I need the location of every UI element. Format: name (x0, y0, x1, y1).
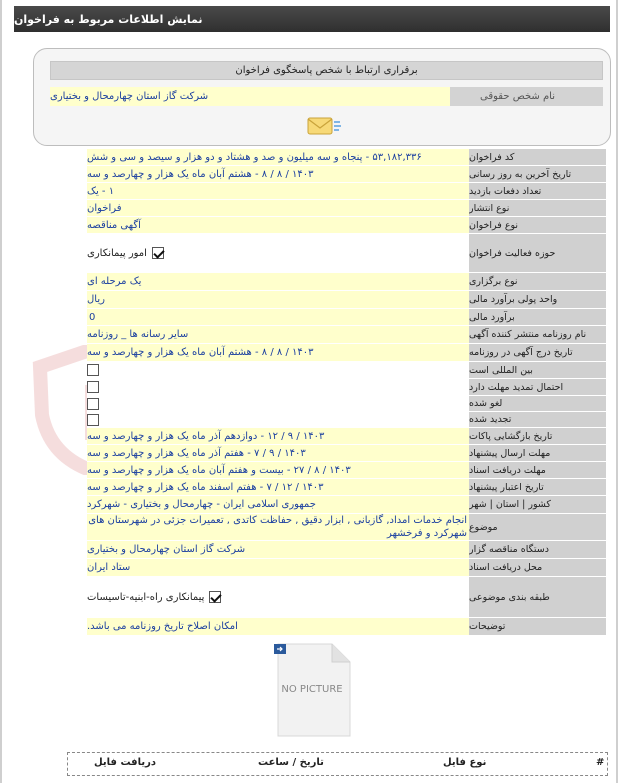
opening-date-value: ۱۴۰۳ / ۹ / ۱۲ - دوازدهم آذر ماه یک هزار و چهارصد و سه (87, 428, 469, 445)
international-label: بین المللی است (469, 362, 606, 379)
renewed-label: تجدید شده (469, 412, 606, 428)
col-date-time: تاریخ / ساعت (258, 757, 324, 768)
estimate-label: برآورد مالی (469, 309, 606, 326)
activity-area-text: امور پیمانکاری (87, 247, 147, 259)
activity-area-label: حوزه فعالیت فراخوان (469, 234, 606, 273)
notes-label: توضیحات (469, 618, 606, 636)
newspaper-label: نام روزنامه منتشر کننده آگهی (469, 326, 606, 344)
renewed-value (87, 412, 469, 428)
newspaper-date-label: تاریخ درج آگهی در روزنامه (469, 344, 606, 362)
extension-label: احتمال تمدید مهلت دارد (469, 379, 606, 396)
activity-area-checkbox[interactable] (152, 247, 164, 259)
col-file-type: نوع فایل (443, 757, 487, 768)
subject-label: موضوع (469, 514, 606, 541)
attachment-thumbnail[interactable] (270, 640, 354, 740)
col-index: # (596, 757, 605, 768)
category-label: طبقه بندی موضوعی (469, 577, 606, 618)
page-title: نمایش اطلاعات مربوط به فراخوان (14, 12, 203, 26)
validity-date-label: تاریخ اعتبار پیشنهاد (469, 479, 606, 496)
last-update-label: تاریخ آخرین به روز رسانی (469, 166, 606, 183)
extension-value (87, 379, 469, 396)
currency-value: ریال (87, 291, 469, 309)
col-download: دریافت فایل (94, 757, 156, 768)
newspaper-value: سایر رسانه ها _ روزنامه (87, 326, 469, 344)
files-table-header (67, 752, 608, 776)
category-checkbox[interactable] (209, 591, 221, 603)
visit-count-value: ۱ - یک (87, 183, 469, 200)
doc-deadline-label: مهلت دریافت اسناد (469, 462, 606, 479)
category-text: پیمانکاری راه-ابنیه-تاسیسات (87, 591, 205, 603)
organizer-label: دستگاه مناقصه گزار (469, 541, 606, 559)
call-type-label: نوع فراخوان (469, 217, 606, 234)
estimate-value: 0 (87, 309, 469, 326)
submit-deadline-label: مهلت ارسال پیشنهاد (469, 445, 606, 462)
location-value: جمهوری اسلامی ایران - چهارمحال و بختیاری - شهرکرد (87, 496, 469, 514)
renewed-checkbox[interactable] (87, 414, 99, 426)
contact-value: شرکت گاز استان چهارمحال و بختیاری (50, 87, 450, 106)
no-picture-label: NO PICTURE (281, 684, 343, 695)
organizer-value: شرکت گاز استان چهارمحال و بختیاری (87, 541, 469, 559)
subject-value: انجام خدمات امداد, گازبانی , ابزار دقیق , حفاظت کاتدی , تعمیرات جزئی در شهرستان های شهرکرد و فرخشهر (88, 515, 467, 539)
submit-deadline-value: ۱۴۰۳ / ۹ / ۷ - هفتم آذر ماه یک هزار و چهارصد و سه (87, 445, 469, 462)
currency-label: واحد پولی برآورد مالی (469, 291, 606, 309)
page-header (14, 6, 610, 32)
cancelled-checkbox[interactable] (87, 398, 99, 410)
activity-area-value (87, 234, 469, 273)
notes-value: امکان اصلاح تاریخ روزنامه می باشد. (87, 618, 469, 636)
doc-place-value: ستاد ایران (87, 559, 469, 577)
envelope-icon[interactable] (306, 114, 342, 138)
visit-count-label: تعداد دفعات بازدید (469, 183, 606, 200)
holding-type-label: نوع برگزاری (469, 273, 606, 291)
doc-deadline-value: ۱۴۰۳ / ۸ / ۲۷ - بیست و هفتم آبان ماه یک هزار و چهارصد و سه (87, 462, 469, 479)
cancelled-label: لغو شده (469, 396, 606, 412)
extension-checkbox[interactable] (87, 381, 99, 393)
contact-title: برقراری ارتباط با شخص پاسخگوی فراخوان (50, 61, 603, 80)
location-label: کشور | استان | شهر (469, 496, 606, 514)
doc-place-label: محل دریافت اسناد (469, 559, 606, 577)
code-value: ۵۳,۱۸۲,۳۳۶ - پنجاه و سه میلیون و صد و هشتاد و دو هزار و سیصد و سی و شش (87, 149, 469, 166)
opening-date-label: تاریخ بازگشایی پاکات (469, 428, 606, 445)
international-value (87, 362, 469, 379)
code-label: کد فراخوان (469, 149, 606, 166)
publish-type-label: نوع انتشار (469, 200, 606, 217)
holding-type-value: یک مرحله ای (87, 273, 469, 291)
category-value (87, 577, 469, 618)
validity-date-value: ۱۴۰۳ / ۱۲ / ۷ - هفتم اسفند ماه یک هزار و چهارصد و سه (87, 479, 469, 496)
cancelled-value (87, 396, 469, 412)
left-border (0, 0, 2, 783)
publish-type-value: فراخوان (87, 200, 469, 217)
newspaper-date-value: ۱۴۰۳ / ۸ / ۸ - هشتم آبان ماه یک هزار و چهارصد و سه (87, 344, 469, 362)
international-checkbox[interactable] (87, 364, 99, 376)
last-update-value: ۱۴۰۳ / ۸ / ۸ - هشتم آبان ماه یک هزار و چهارصد و سه (87, 166, 469, 183)
call-type-value: آگهی مناقصه (87, 217, 469, 234)
contact-label: نام شخص حقوقی (450, 87, 603, 106)
